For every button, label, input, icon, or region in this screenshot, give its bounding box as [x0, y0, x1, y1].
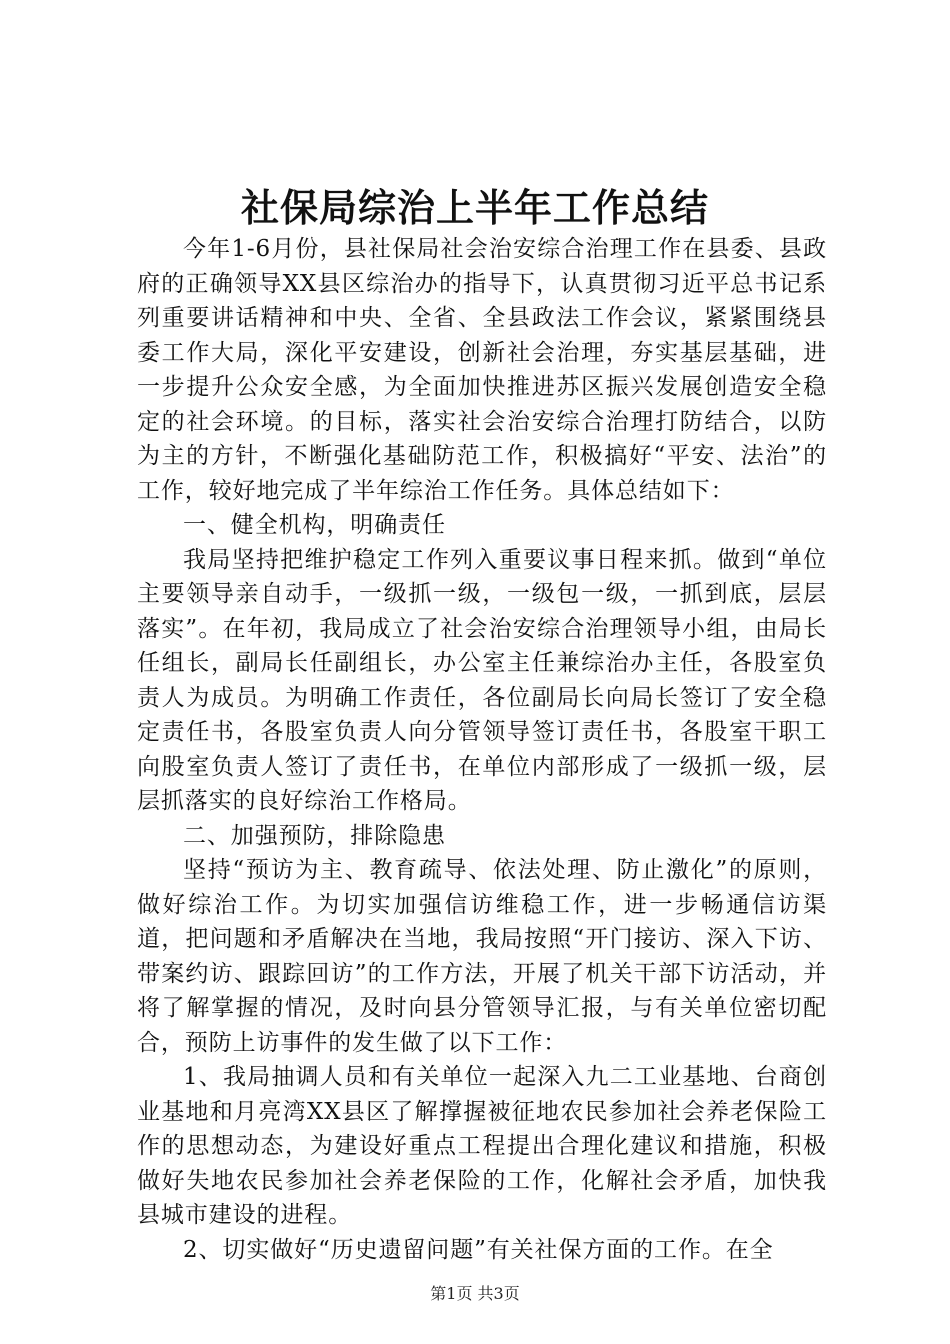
list-item-1: 1、我局抽调人员和有关单位一起深入九二工业基地、台商创业基地和月亮湾XX县区了解撑握被征地农民参加社会养老保险工作的思想动态，为建设好重点工程提出合理化建议和措施，积极做好失地农民参加社会养老保险的工作，化解社会矛盾，加快我县城市建设的进程。	[137, 1064, 827, 1228]
intro-paragraph: 今年1-6月份，县社保局社会治安综合治理工作在县委、县政府的正确领导XX县区综治办的指导下，认真贯彻习近平总书记系列重要讲话精神和中央、全省、全县政法工作会议，紧紧围绕县委工作大局，深化平安建设，创新社会治理，夯实基层基础，进一步提升公众安全感，为全面加快推进苏区振兴发展创造安全稳定的社会环境。的目标，落实社会治安综合治理打防结合，以防为主的方针，不断强化基础防范工作，积极搞好“平安、法治”的工作，较好地完成了半年综治工作任务。具体总结如下：	[137, 236, 827, 504]
document-title: 社保局综治上半年工作总结	[240, 186, 709, 230]
page-number-footer: 第1页 共3页	[430, 1284, 520, 1303]
section-heading-2: 二、加强预防，排除隐患	[183, 822, 446, 849]
document-body	[137, 232, 827, 1267]
section-2-paragraph: 坚持“预访为主、教育疏导、依法处理、防止激化”的原则，做好综治工作。为切实加强信访维稳工作，进一步畅通信访渠道，把问题和矛盾解决在当地，我局按照“开门接访、深入下访、带案约访、跟踪回访”的工作方法，开展了机关干部下访活动，并将了解掌握的情况，及时向县分管领导汇报，与有关单位密切配合，预防上访事件的发生做了以下工作：	[137, 857, 827, 1056]
section-1-paragraph: 我局坚持把维护稳定工作列入重要议事日程来抓。做到“单位主要领导亲自动手，一级抓一级，一级包一级，一抓到底，层层落实”。在年初，我局成立了社会治安综合治理领导小组，由局长任组长，副局长任副组长，办公室主任兼综治办主任，各股室负责人为成员。为明确工作责任，各位副局长向局长签订了安全稳定责任书，各股室负责人向分管领导签订责任书，各股室干职工向股室负责人签订了责任书，在单位内部形成了一级抓一级，层层抓落实的良好综治工作格局。	[137, 546, 827, 814]
list-item-2: 2、切实做好“历史遗留问题”有关社保方面的工作。在全	[183, 1236, 774, 1263]
section-heading-1: 一、健全机构，明确责任	[183, 512, 446, 538]
